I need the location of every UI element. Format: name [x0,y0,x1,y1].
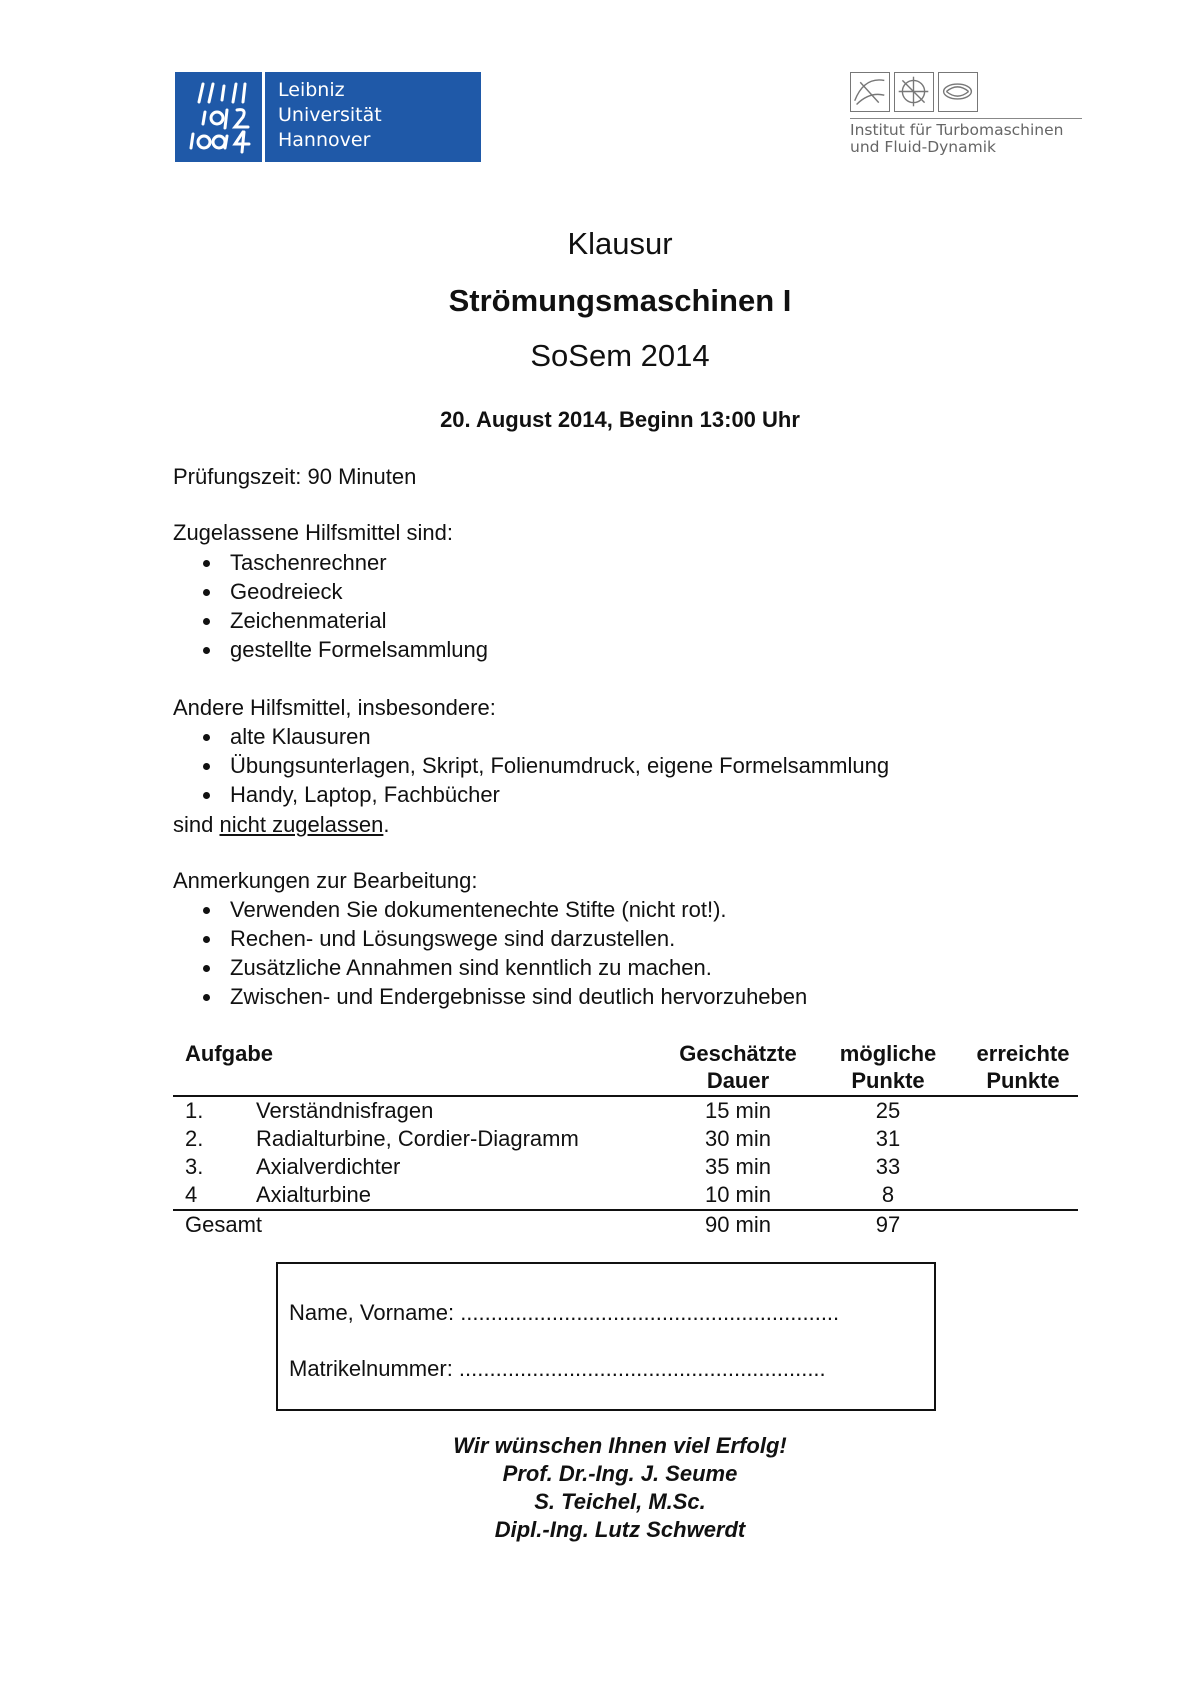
notes-list [203,895,807,1011]
header-achieved-line: Punkte [986,1068,1060,1093]
name-field[interactable]: Name, Vorname: .............................................................. [289,1300,840,1325]
header-duration-line: Dauer [706,1068,770,1093]
allowed-aids-list [203,548,488,664]
university-logo [175,72,481,162]
exam-date: 20. August 2014, Beginn 13:00 Uhr [440,407,800,432]
institute-name-line: Institut für Turbomaschinen [850,121,1064,139]
good-luck-message: Wir wünschen Ihnen viel Erfolg! [453,1433,787,1458]
task-points: 8 [881,1182,895,1207]
header-possible-line: mögliche [839,1041,937,1066]
header-task: Aufgabe [185,1041,273,1066]
task-duration: 10 min [704,1182,772,1207]
university-name-line: Hannover [278,129,371,151]
task-name: Axialverdichter [256,1154,401,1179]
header-possible-line: Punkte [851,1068,925,1093]
not-allowed-statement [173,810,390,839]
institute-emblem-icon [894,72,934,112]
allowed-aids-heading: Zugelassene Hilfsmittel sind: [173,520,454,545]
list-item: Übungsunterlagen, Skript, Folienumdruck, eigene Formelsammlung [203,751,889,780]
table-row [173,1097,1078,1125]
header-possible-points [803,1040,973,1094]
exam-duration: Prüfungszeit: 90 Minuten [173,464,417,489]
task-duration: 35 min [704,1154,772,1179]
header-achieved-line: erreichte [976,1041,1070,1066]
university-name-line: Leibniz [278,79,345,101]
list-item: Zeichenmaterial [203,606,488,635]
other-aids-heading: Andere Hilfsmittel, insbesondere: [173,695,496,720]
task-table [173,1040,1078,1237]
student-info-box [276,1262,936,1411]
list-item: Rechen- und Lösungswege sind darzustellen. [203,924,807,953]
task-duration: 15 min [704,1098,772,1123]
table-row [173,1125,1078,1153]
task-points: 31 [875,1126,901,1151]
institute-name-line: und Fluid-Dynamik [850,138,997,156]
signatory-name: Prof. Dr.-Ing. J. Seume [502,1461,738,1486]
task-name: Radialturbine, Cordier-Diagramm [256,1126,579,1151]
semester-label: SoSem 2014 [530,338,710,373]
task-points: 33 [875,1154,901,1179]
signatory-name: Dipl.-Ing. Lutz Schwerdt [494,1517,746,1542]
institute-divider [850,118,1082,119]
list-item: Zusätzliche Annahmen sind kenntlich zu machen. [203,953,807,982]
list-item: Handy, Laptop, Fachbücher [203,780,889,809]
task-number: 3. [185,1154,204,1179]
list-item: Zwischen- und Endergebnisse sind deutlich hervorzuheben [203,982,807,1011]
document-title: Klausur [567,226,673,261]
header-duration-line: Geschätzte [679,1041,797,1066]
university-name-line: Universität [278,104,382,126]
task-name: Verständnisfragen [256,1098,434,1123]
list-item: Verwenden Sie dokumentenechte Stifte (nicht rot!). [203,895,807,924]
other-aids-list [203,722,889,809]
header-achieved-points [953,1040,1093,1094]
signatory-name: S. Teichel, M.Sc. [534,1489,706,1514]
table-header [173,1040,1078,1097]
task-number: 1. [185,1098,204,1123]
task-number: 2. [185,1126,204,1151]
closing-signature [0,1432,1200,1544]
list-item: Taschenrechner [203,548,488,577]
matriculation-number-field[interactable]: Matrikelnummer: ............................................................ [289,1356,826,1381]
institute-emblem-icon [850,72,890,112]
institute-logo [850,72,1082,156]
task-name: Axialturbine [256,1182,371,1207]
task-number: 4 [185,1182,198,1207]
total-points: 97 [875,1212,901,1237]
header-duration [653,1040,823,1094]
statement-prefix: sind [173,812,220,837]
list-item: alte Klausuren [203,722,889,751]
task-duration: 30 min [704,1126,772,1151]
institute-emblem-icon [938,72,978,112]
list-item: Geodreieck [203,577,488,606]
total-duration: 90 min [704,1212,772,1237]
notes-heading: Anmerkungen zur Bearbeitung: [173,868,478,893]
table-total-row [173,1209,1078,1237]
course-title: Strömungsmaschinen I [448,283,792,318]
statement-emphasis: nicht zugelassen [219,812,384,837]
total-label: Gesamt [185,1212,263,1237]
list-item: gestellte Formelsammlung [203,635,488,664]
table-row [173,1153,1078,1181]
table-row [173,1181,1078,1209]
task-points: 25 [875,1098,901,1123]
statement-suffix: . [383,812,390,837]
university-emblem-icon [175,72,265,162]
